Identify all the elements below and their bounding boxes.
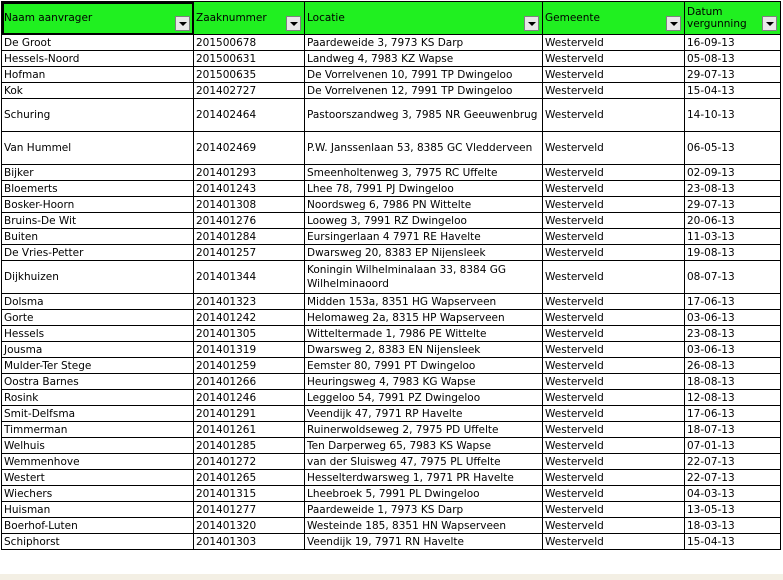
table-cell[interactable]: Paardeweide 3, 7973 KS Darp [305, 35, 543, 51]
table-body [2, 35, 781, 550]
table-cell[interactable]: Westerveld [543, 67, 685, 83]
table-cell[interactable]: Westerveld [543, 83, 685, 99]
table-cell[interactable]: 11-03-13 [685, 229, 781, 245]
table-row [2, 310, 781, 326]
table-cell[interactable]: 17-06-13 [685, 406, 781, 422]
table-cell[interactable]: 201401291 [194, 406, 305, 422]
table-cell[interactable]: Westerveld [543, 294, 685, 310]
table-cell[interactable]: Timmerman [2, 422, 194, 438]
table-cell[interactable]: 06-05-13 [685, 132, 781, 165]
table-row [2, 83, 781, 99]
table-cell[interactable]: Heuringsweg 4, 7983 KG Wapse [305, 374, 543, 390]
table-cell[interactable]: 22-07-13 [685, 470, 781, 486]
table-cell[interactable]: Buiten [2, 229, 194, 245]
table-row [2, 374, 781, 390]
table-cell[interactable]: Noordsweg 6, 7986 PN Wittelte [305, 197, 543, 213]
table-cell[interactable]: Westert [2, 470, 194, 486]
filter-dropdown-icon[interactable] [175, 16, 190, 31]
table-row [2, 326, 781, 342]
sheet-bottom-edge [0, 574, 783, 580]
table-row [2, 534, 781, 550]
table-cell[interactable]: Westerveld [543, 534, 685, 550]
table-row [2, 165, 781, 181]
table-cell[interactable]: Midden 153a, 8351 HG Wapserveen [305, 294, 543, 310]
table-cell[interactable]: 201401285 [194, 438, 305, 454]
table-cell[interactable]: Bijker [2, 165, 194, 181]
header-datum-vergunning[interactable] [685, 2, 781, 35]
header-label: Gemeente [545, 12, 600, 24]
table-cell[interactable]: 201500631 [194, 51, 305, 67]
table-row [2, 294, 781, 310]
table-cell[interactable]: 201401246 [194, 390, 305, 406]
table-cell[interactable]: 201401272 [194, 454, 305, 470]
header-label: Locatie [307, 12, 345, 24]
table-cell[interactable]: Westerveld [543, 486, 685, 502]
table-cell[interactable]: 17-06-13 [685, 294, 781, 310]
filter-dropdown-icon[interactable] [286, 16, 301, 31]
table-row [2, 470, 781, 486]
table-cell[interactable]: Westerveld [543, 438, 685, 454]
table-cell[interactable]: Witteltermade 1, 7986 PE Wittelte [305, 326, 543, 342]
table-cell[interactable]: 20-06-13 [685, 213, 781, 229]
table-cell[interactable]: Westerveld [543, 390, 685, 406]
table-row [2, 342, 781, 358]
table-cell[interactable]: 03-06-13 [685, 310, 781, 326]
table-row [2, 390, 781, 406]
table-cell[interactable]: Hesselterdwarsweg 1, 7971 PR Havelte [305, 470, 543, 486]
table-cell[interactable]: 201500678 [194, 35, 305, 51]
table-cell[interactable]: Westerveld [543, 51, 685, 67]
table-row [2, 502, 781, 518]
table-cell[interactable]: 08-07-13 [685, 261, 781, 294]
table-cell[interactable]: Westerveld [543, 358, 685, 374]
header-zaaknummer[interactable] [194, 2, 305, 35]
table-cell[interactable]: Jousma [2, 342, 194, 358]
table-cell[interactable]: 201401305 [194, 326, 305, 342]
table-cell[interactable]: Bosker-Hoorn [2, 197, 194, 213]
table-cell[interactable]: 18-07-13 [685, 422, 781, 438]
table-cell[interactable]: Kok [2, 83, 194, 99]
table-cell[interactable]: Helomaweg 2a, 8315 HP Wapserveen [305, 310, 543, 326]
table-cell[interactable]: Looweg 3, 7991 RZ Dwingeloo [305, 213, 543, 229]
table-cell[interactable]: Veendijk 47, 7971 RP Havelte [305, 406, 543, 422]
table-cell[interactable]: Westerveld [543, 35, 685, 51]
table-cell[interactable]: 14-10-13 [685, 99, 781, 132]
table-cell[interactable]: Gorte [2, 310, 194, 326]
table-cell[interactable]: 12-08-13 [685, 390, 781, 406]
table-row [2, 67, 781, 83]
table-cell[interactable]: Schiphorst [2, 534, 194, 550]
table-cell[interactable]: 201500635 [194, 67, 305, 83]
filter-dropdown-icon[interactable] [524, 16, 539, 31]
table-cell[interactable]: 201402464 [194, 99, 305, 132]
table-cell[interactable]: 201401265 [194, 470, 305, 486]
table-row [2, 181, 781, 197]
table-cell[interactable]: Paardeweide 1, 7973 KS Darp [305, 502, 543, 518]
table-row [2, 132, 781, 165]
table-cell[interactable]: Oostra Barnes [2, 374, 194, 390]
table-cell[interactable]: Schuring [2, 99, 194, 132]
table-cell[interactable]: De Groot [2, 35, 194, 51]
table-cell[interactable]: Dijkhuizen [2, 261, 194, 294]
table-cell[interactable]: Huisman [2, 502, 194, 518]
table-cell[interactable]: Westerveld [543, 406, 685, 422]
table-cell[interactable]: Leggeloo 54, 7991 PZ Dwingeloo [305, 390, 543, 406]
table-cell[interactable]: 16-09-13 [685, 35, 781, 51]
table-cell[interactable]: 23-08-13 [685, 181, 781, 197]
header-label: Datum vergunning [687, 6, 747, 30]
table-cell[interactable]: 05-08-13 [685, 51, 781, 67]
table-cell[interactable]: Westerveld [543, 245, 685, 261]
table-cell[interactable]: Westerveld [543, 165, 685, 181]
table-cell[interactable]: Eemster 80, 7991 PT Dwingeloo [305, 358, 543, 374]
table-cell[interactable]: 201401344 [194, 261, 305, 294]
table-cell[interactable]: 04-03-13 [685, 486, 781, 502]
table-cell[interactable]: 18-03-13 [685, 518, 781, 534]
table-cell[interactable]: 201401308 [194, 197, 305, 213]
table-cell[interactable]: 201401257 [194, 245, 305, 261]
table-cell[interactable]: Wiechers [2, 486, 194, 502]
table-row [2, 422, 781, 438]
table-cell[interactable]: 18-08-13 [685, 374, 781, 390]
table-row [2, 245, 781, 261]
table-cell[interactable]: Eursingerlaan 4 7971 RE Havelte [305, 229, 543, 245]
table-cell[interactable]: Ruinerwoldseweg 2, 7975 PD Uffelte [305, 422, 543, 438]
table-cell[interactable]: Mulder-Ter Stege [2, 358, 194, 374]
table-cell[interactable]: Westerveld [543, 374, 685, 390]
table-cell[interactable]: Bruins-De Wit [2, 213, 194, 229]
table-cell[interactable]: Westerveld [543, 132, 685, 165]
table-cell[interactable]: Westerveld [543, 422, 685, 438]
table-cell[interactable]: 03-06-13 [685, 342, 781, 358]
table-cell[interactable]: Westeinde 185, 8351 HN Wapserveen [305, 518, 543, 534]
table-cell[interactable]: Westerveld [543, 518, 685, 534]
table-row [2, 358, 781, 374]
table-cell[interactable]: 201401320 [194, 518, 305, 534]
table-cell[interactable]: 19-08-13 [685, 245, 781, 261]
table-cell[interactable]: Smeenholtenweg 3, 7975 RC Uffelte [305, 165, 543, 181]
table-cell[interactable]: Boerhof-Luten [2, 518, 194, 534]
table-cell[interactable]: 201401277 [194, 502, 305, 518]
header-gemeente[interactable] [543, 2, 685, 35]
header-locatie[interactable] [305, 2, 543, 35]
table-cell[interactable]: van der Sluisweg 47, 7975 PL Uffelte [305, 454, 543, 470]
table-cell[interactable]: De Vorrelvenen 12, 7991 TP Dwingeloo [305, 83, 543, 99]
table-cell[interactable]: 201401319 [194, 342, 305, 358]
table-cell[interactable]: 201401242 [194, 310, 305, 326]
table-cell[interactable]: Lheebroek 5, 7991 PL Dwingeloo [305, 486, 543, 502]
table-row [2, 406, 781, 422]
table-cell[interactable]: 15-04-13 [685, 83, 781, 99]
header-row [2, 2, 781, 35]
header-naam-aanvrager[interactable] [2, 2, 194, 35]
table-cell[interactable]: 201401284 [194, 229, 305, 245]
table-cell[interactable]: 02-09-13 [685, 165, 781, 181]
table-cell[interactable]: Smit-Delfsma [2, 406, 194, 422]
table-cell[interactable]: Wemmenhove [2, 454, 194, 470]
table-row [2, 518, 781, 534]
table-cell[interactable]: Hessels [2, 326, 194, 342]
table-cell[interactable]: 22-07-13 [685, 454, 781, 470]
data-table [1, 1, 781, 550]
table-cell[interactable]: Welhuis [2, 438, 194, 454]
table-cell[interactable]: 201401276 [194, 213, 305, 229]
table-cell[interactable]: Koningin Wilhelminalaan 33, 8384 GG Wilhelminaoord [305, 261, 543, 294]
table-cell[interactable]: Hessels-Noord [2, 51, 194, 67]
table-cell[interactable]: Westerveld [543, 197, 685, 213]
table-row [2, 261, 781, 294]
table-cell[interactable]: Westerveld [543, 99, 685, 132]
table-cell[interactable]: 201401266 [194, 374, 305, 390]
table-row [2, 213, 781, 229]
table-cell[interactable]: 201402469 [194, 132, 305, 165]
table-cell[interactable]: Westerveld [543, 342, 685, 358]
table-cell[interactable]: 13-05-13 [685, 502, 781, 518]
table-cell[interactable]: Westerveld [543, 213, 685, 229]
table-cell[interactable]: 201401315 [194, 486, 305, 502]
table-cell[interactable]: Landweg 4, 7983 KZ Wapse [305, 51, 543, 67]
filter-dropdown-icon[interactable] [762, 16, 777, 31]
table-cell[interactable]: Westerveld [543, 502, 685, 518]
table-row [2, 99, 781, 132]
table-cell[interactable]: 201401259 [194, 358, 305, 374]
table-row [2, 454, 781, 470]
table-cell[interactable]: Van Hummel [2, 132, 194, 165]
table-cell[interactable]: Ten Darperweg 65, 7983 KS Wapse [305, 438, 543, 454]
table-row [2, 486, 781, 502]
table-cell[interactable]: Westerveld [543, 310, 685, 326]
table-row [2, 51, 781, 67]
table-cell[interactable]: Rosink [2, 390, 194, 406]
table-cell[interactable]: 201401323 [194, 294, 305, 310]
table-cell[interactable]: 201401293 [194, 165, 305, 181]
table-cell[interactable]: 201401261 [194, 422, 305, 438]
table-cell[interactable]: Dwarsweg 20, 8383 EP Nijensleek [305, 245, 543, 261]
table-cell[interactable]: 23-08-13 [685, 326, 781, 342]
table-cell[interactable]: Lhee 78, 7991 PJ Dwingeloo [305, 181, 543, 197]
header-label: Zaaknummer [196, 12, 267, 24]
table-cell[interactable]: 201402727 [194, 83, 305, 99]
table-row [2, 229, 781, 245]
table-cell[interactable]: Dwarsweg 2, 8383 EN Nijensleek [305, 342, 543, 358]
table-row [2, 438, 781, 454]
table-cell[interactable]: 26-08-13 [685, 358, 781, 374]
header-label: Naam aanvrager [4, 12, 93, 24]
table-cell[interactable]: 29-07-13 [685, 67, 781, 83]
table-cell[interactable]: Hofman [2, 67, 194, 83]
table-cell[interactable]: 201401243 [194, 181, 305, 197]
table-cell[interactable]: Pastoorszandweg 3, 7985 NR Geeuwenbrug [305, 99, 543, 132]
table-cell[interactable]: Westerveld [543, 470, 685, 486]
table-row [2, 197, 781, 213]
table-cell[interactable]: Dolsma [2, 294, 194, 310]
table-cell[interactable]: Westerveld [543, 261, 685, 294]
table-cell[interactable]: 29-07-13 [685, 197, 781, 213]
table-cell[interactable]: 07-01-13 [685, 438, 781, 454]
table-row [2, 35, 781, 51]
filter-dropdown-icon[interactable] [666, 16, 681, 31]
table-cell[interactable]: 15-04-13 [685, 534, 781, 550]
table-cell[interactable]: Westerveld [543, 454, 685, 470]
table-cell[interactable]: Westerveld [543, 181, 685, 197]
table-cell[interactable]: Westerveld [543, 229, 685, 245]
table-cell[interactable]: P.W. Janssenlaan 53, 8385 GC Vledderveen [305, 132, 543, 165]
table-cell[interactable]: Veendijk 19, 7971 RN Havelte [305, 534, 543, 550]
table-cell[interactable]: De Vries-Petter [2, 245, 194, 261]
table-cell[interactable]: Westerveld [543, 326, 685, 342]
table-cell[interactable]: De Vorrelvenen 10, 7991 TP Dwingeloo [305, 67, 543, 83]
table-cell[interactable]: Bloemerts [2, 181, 194, 197]
table-cell[interactable]: 201401303 [194, 534, 305, 550]
